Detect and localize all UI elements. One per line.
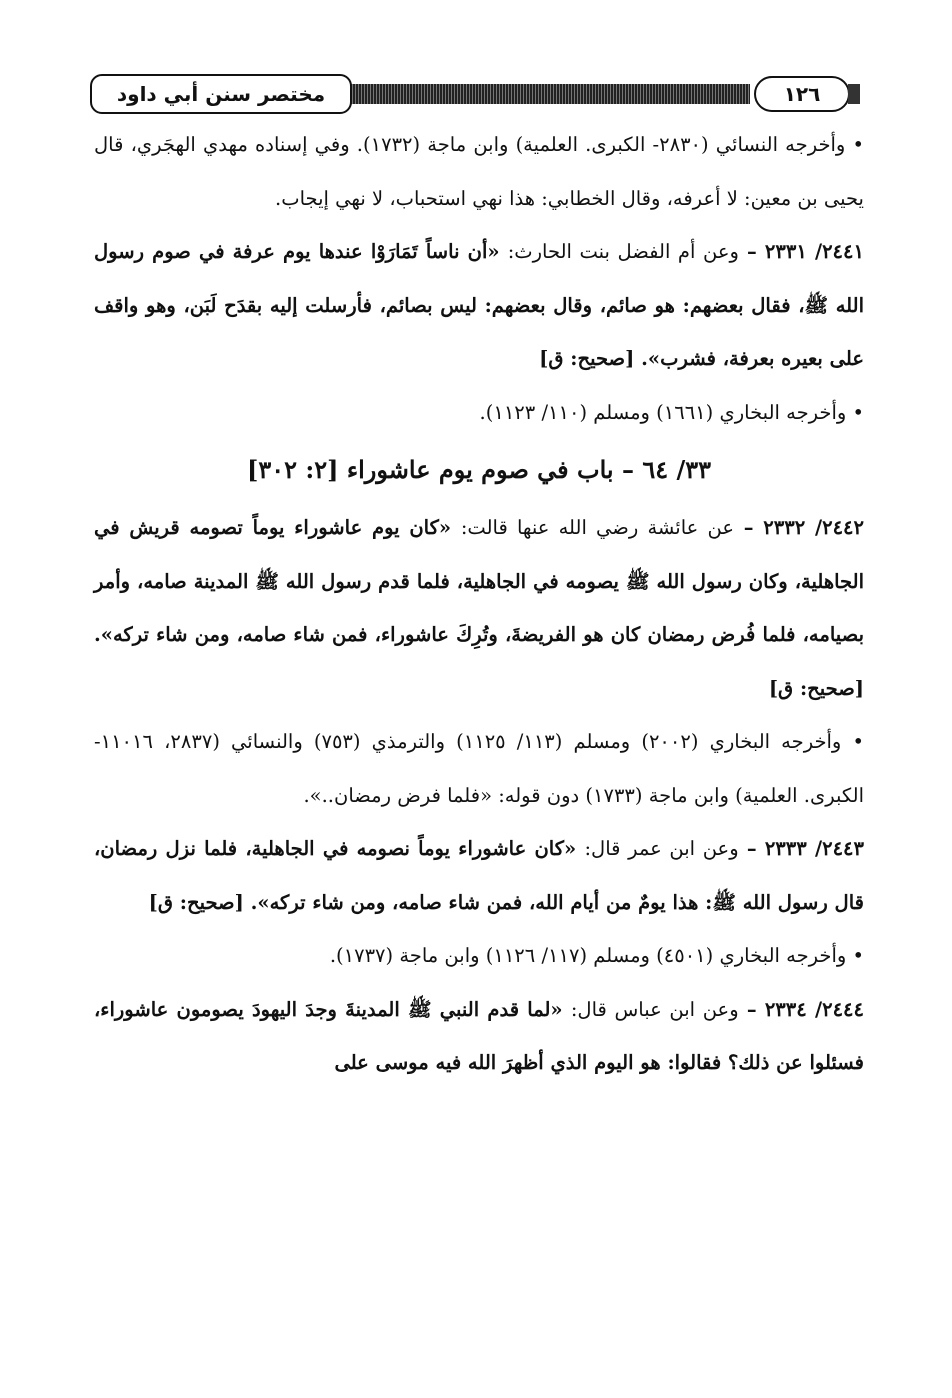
hadith-narrator: عن عائشة رضي الله عنها قالت: xyxy=(460,516,734,539)
hadith-paragraph xyxy=(94,983,864,1090)
hadith-paragraph xyxy=(94,822,864,929)
header-ornament-band xyxy=(350,84,750,104)
hadith-narrator: وعن أم الفضل بنت الحارث: xyxy=(507,240,739,263)
hadith-number: ٢٤٤١/ ٢٣٣١ – xyxy=(747,240,864,263)
hadith-narrator: وعن ابن عمر قال: xyxy=(584,837,739,860)
takhrij-note: • وأخرجه البخاري (١٦٦١) ومسلم (١١٠/ ١١٢٣). xyxy=(94,386,864,440)
takhrij-note: • وأخرجه النسائي (٢٨٣٠- الكبرى. العلمية) وابن ماجة (١٧٣٢). وفي إسناده مهدي الهجَري، قال يحيى بن معين: لا أعرفه، وقال الخطابي: هذا نهي استحباب، لا نهي إيجاب. xyxy=(94,118,864,225)
hadith-number: ٢٤٤٢/ ٢٣٣٢ – xyxy=(743,516,864,539)
running-header xyxy=(90,72,860,116)
hadith-text: «أن ناساً تَمَارَوْا عندها يوم عرفة في صوم رسول الله ﷺ، فقال بعضهم: هو صائم، وقال بعضهم: ليس بصائم، فأرسلت إليه بقدَح لَبَن، وهو واقف على بعيره بعرفة، فشرب». [صحيح: ق] xyxy=(94,240,864,370)
page-body xyxy=(94,118,864,1090)
takhrij-note: • وأخرجه البخاري (٤٥٠١) ومسلم (١١٧/ ١١٢٦) وابن ماجة (١٧٣٧). xyxy=(94,929,864,983)
hadith-paragraph xyxy=(94,225,864,386)
book-title: مختصر سنن أبي داود xyxy=(90,74,352,114)
hadith-number: ٢٤٤٣/ ٢٣٣٣ – xyxy=(746,837,864,860)
hadith-paragraph xyxy=(94,501,864,715)
page-number: ١٢٦ xyxy=(754,76,850,112)
takhrij-note: • وأخرجه البخاري (٢٠٠٢) ومسلم (١١٣/ ١١٢٥) والترمذي (٧٥٣) والنسائي (٢٨٣٧، ١١٠١٦- الكبرى. العلمية) وابن ماجة (١٧٣٣) دون قوله: «فلما فرض رمضان..». xyxy=(94,715,864,822)
hadith-number: ٢٤٤٤/ ٢٣٣٤ – xyxy=(746,997,864,1021)
hadith-text: «كان يوم عاشوراء يوماً تصومه قريش في الجاهلية، وكان رسول الله ﷺ يصومه في الجاهلية، فلما قدم رسول الله ﷺ المدينة صامه، وأمر بصيامه، فلما فُرض رمضان كان هو الفريضةَ، وتُرِكَ عاشوراء، فمن شاء صامه، ومن شاء تركه». [صحيح: ق] xyxy=(94,516,864,700)
hadith-text: «كان عاشوراء يوماً نصومه في الجاهلية، فلما نزل رمضان، قال رسول الله ﷺ: هذا يومٌ من أيام الله، فمن شاء صامه، ومن شاء تركه». [صحيح: ق] xyxy=(94,837,864,914)
chapter-heading: ٣٣/ ٦٤ – باب في صوم يوم عاشوراء [٢: ٣٠٢] xyxy=(247,455,711,484)
hadith-text: «لما قدم النبي ﷺ المدينةَ وجدَ اليهودَ يصومون عاشوراء، فسئلوا عن ذلك؟ فقالوا: هو اليوم الذي أظهرَ الله فيه موسى على xyxy=(94,997,864,1074)
hadith-narrator: وعن ابن عباس قال: xyxy=(570,997,739,1021)
header-ornament-end xyxy=(848,84,860,104)
